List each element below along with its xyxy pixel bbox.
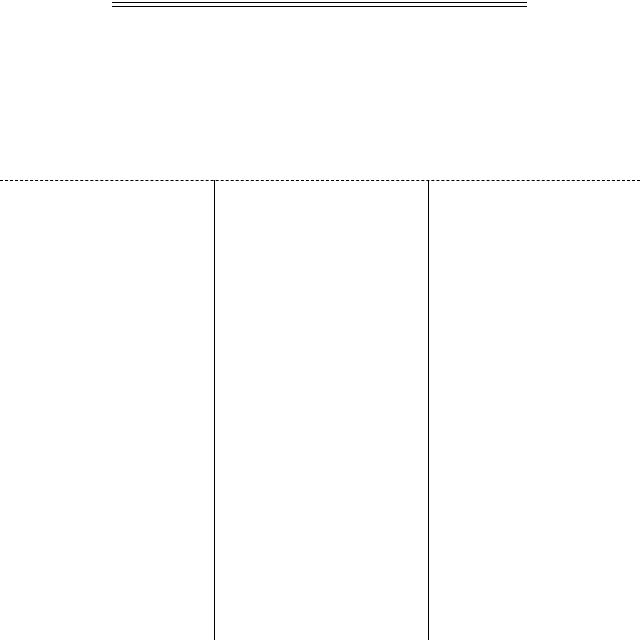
- table-header-methods: [190, 3, 424, 7]
- table-header-row: [112, 3, 527, 7]
- methods-table: [112, 2, 527, 7]
- column-separator-2: [428, 180, 429, 640]
- table-header-symbols: [112, 3, 190, 7]
- table-header-loss: [424, 3, 527, 7]
- header-divider: [0, 180, 640, 181]
- column-separator-1: [214, 180, 215, 640]
